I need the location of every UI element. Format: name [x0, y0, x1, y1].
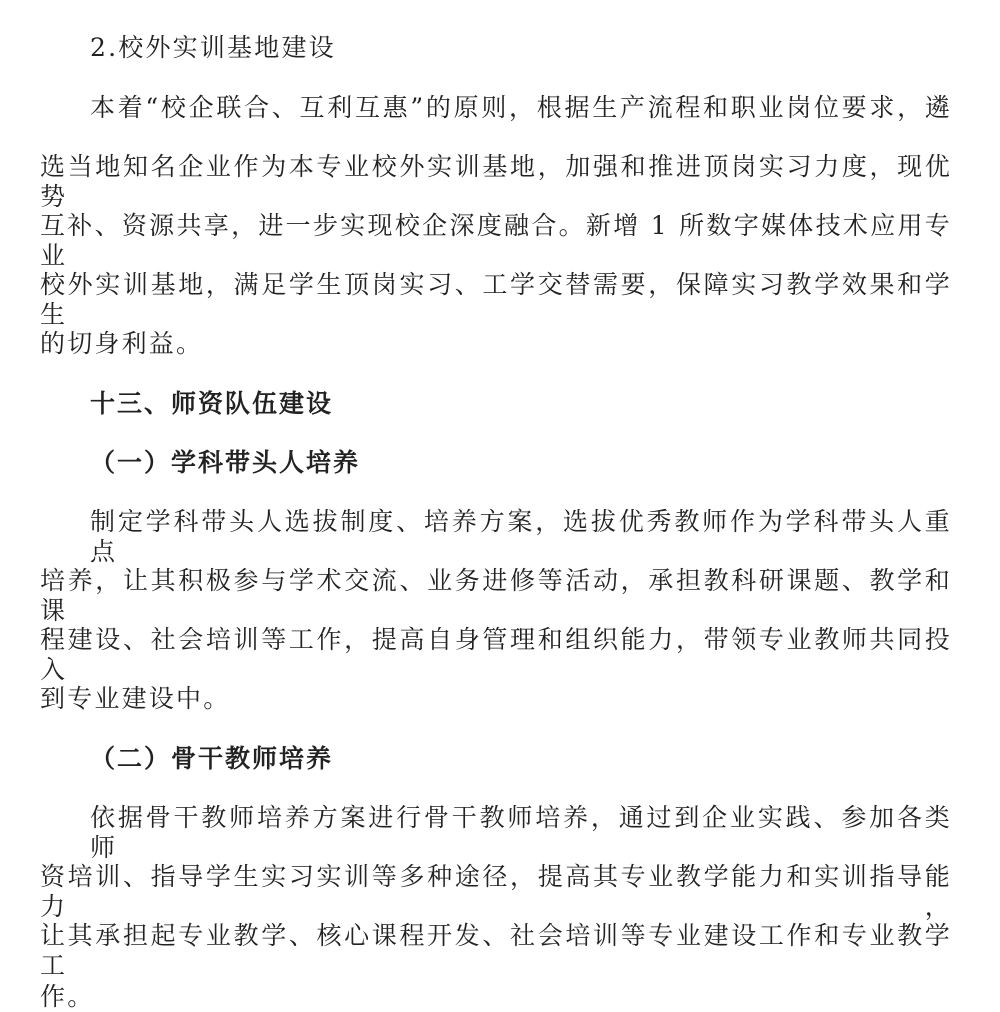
paragraph-2-line-4: 到专业建设中。 [40, 684, 231, 713]
paragraph-3-line-3: 让其承担起专业教学、核心课程开发、社会培训等专业建设工作和专业教学工 [40, 921, 952, 980]
paragraph-2-line-1: 制定学科带头人选拔制度、培养方案，选拔优秀教师作为学科带头人重点 [90, 507, 952, 566]
paragraph-1-line-5: 的切身利益。 [40, 329, 204, 358]
cut-off-previous-line [40, 0, 180, 6]
paragraph-3-line-4: 作。 [40, 982, 95, 1011]
paragraph-2-line-2: 培养，让其积极参与学术交流、业务进修等活动，承担教科研课题、教学和课 [40, 566, 952, 625]
paragraph-3-line-2: 资培训、指导学生实习实训等多种途径，提高其专业教学能力和实训指导能力， [40, 862, 952, 921]
paragraph-2-line-3: 程建设、社会培训等工作，提高自身管理和组织能力，带领专业教师共同投入 [40, 625, 952, 684]
section-heading-faculty: 十三、师资队伍建设 [90, 389, 334, 418]
paragraph-1-line-4: 校外实训基地，满足学生顶岗实习、工学交替需要，保障实习教学效果和学生 [40, 270, 952, 329]
subsection-heading-discipline-leader: （一）学科带头人培养 [90, 448, 361, 477]
paragraph-1-line-1: 本着“校企联合、互利互惠”的原则，根据生产流程和职业岗位要求，遴 [90, 93, 952, 122]
subheading-offcampus-base: 2.校外实训基地建设 [90, 33, 336, 62]
paragraph-1-line-2: 选当地知名企业作为本专业校外实训基地，加强和推进顶岗实习力度，现优势 [40, 152, 952, 211]
subsection-heading-backbone-teacher: （二）骨干教师培养 [90, 744, 334, 773]
paragraph-1-line-3: 互补、资源共享，进一步实现校企深度融合。新增 1 所数字媒体技术应用专业 [40, 211, 952, 270]
paragraph-3-line-1: 依据骨干教师培养方案进行骨干教师培养，通过到企业实践、参加各类师 [90, 803, 952, 862]
